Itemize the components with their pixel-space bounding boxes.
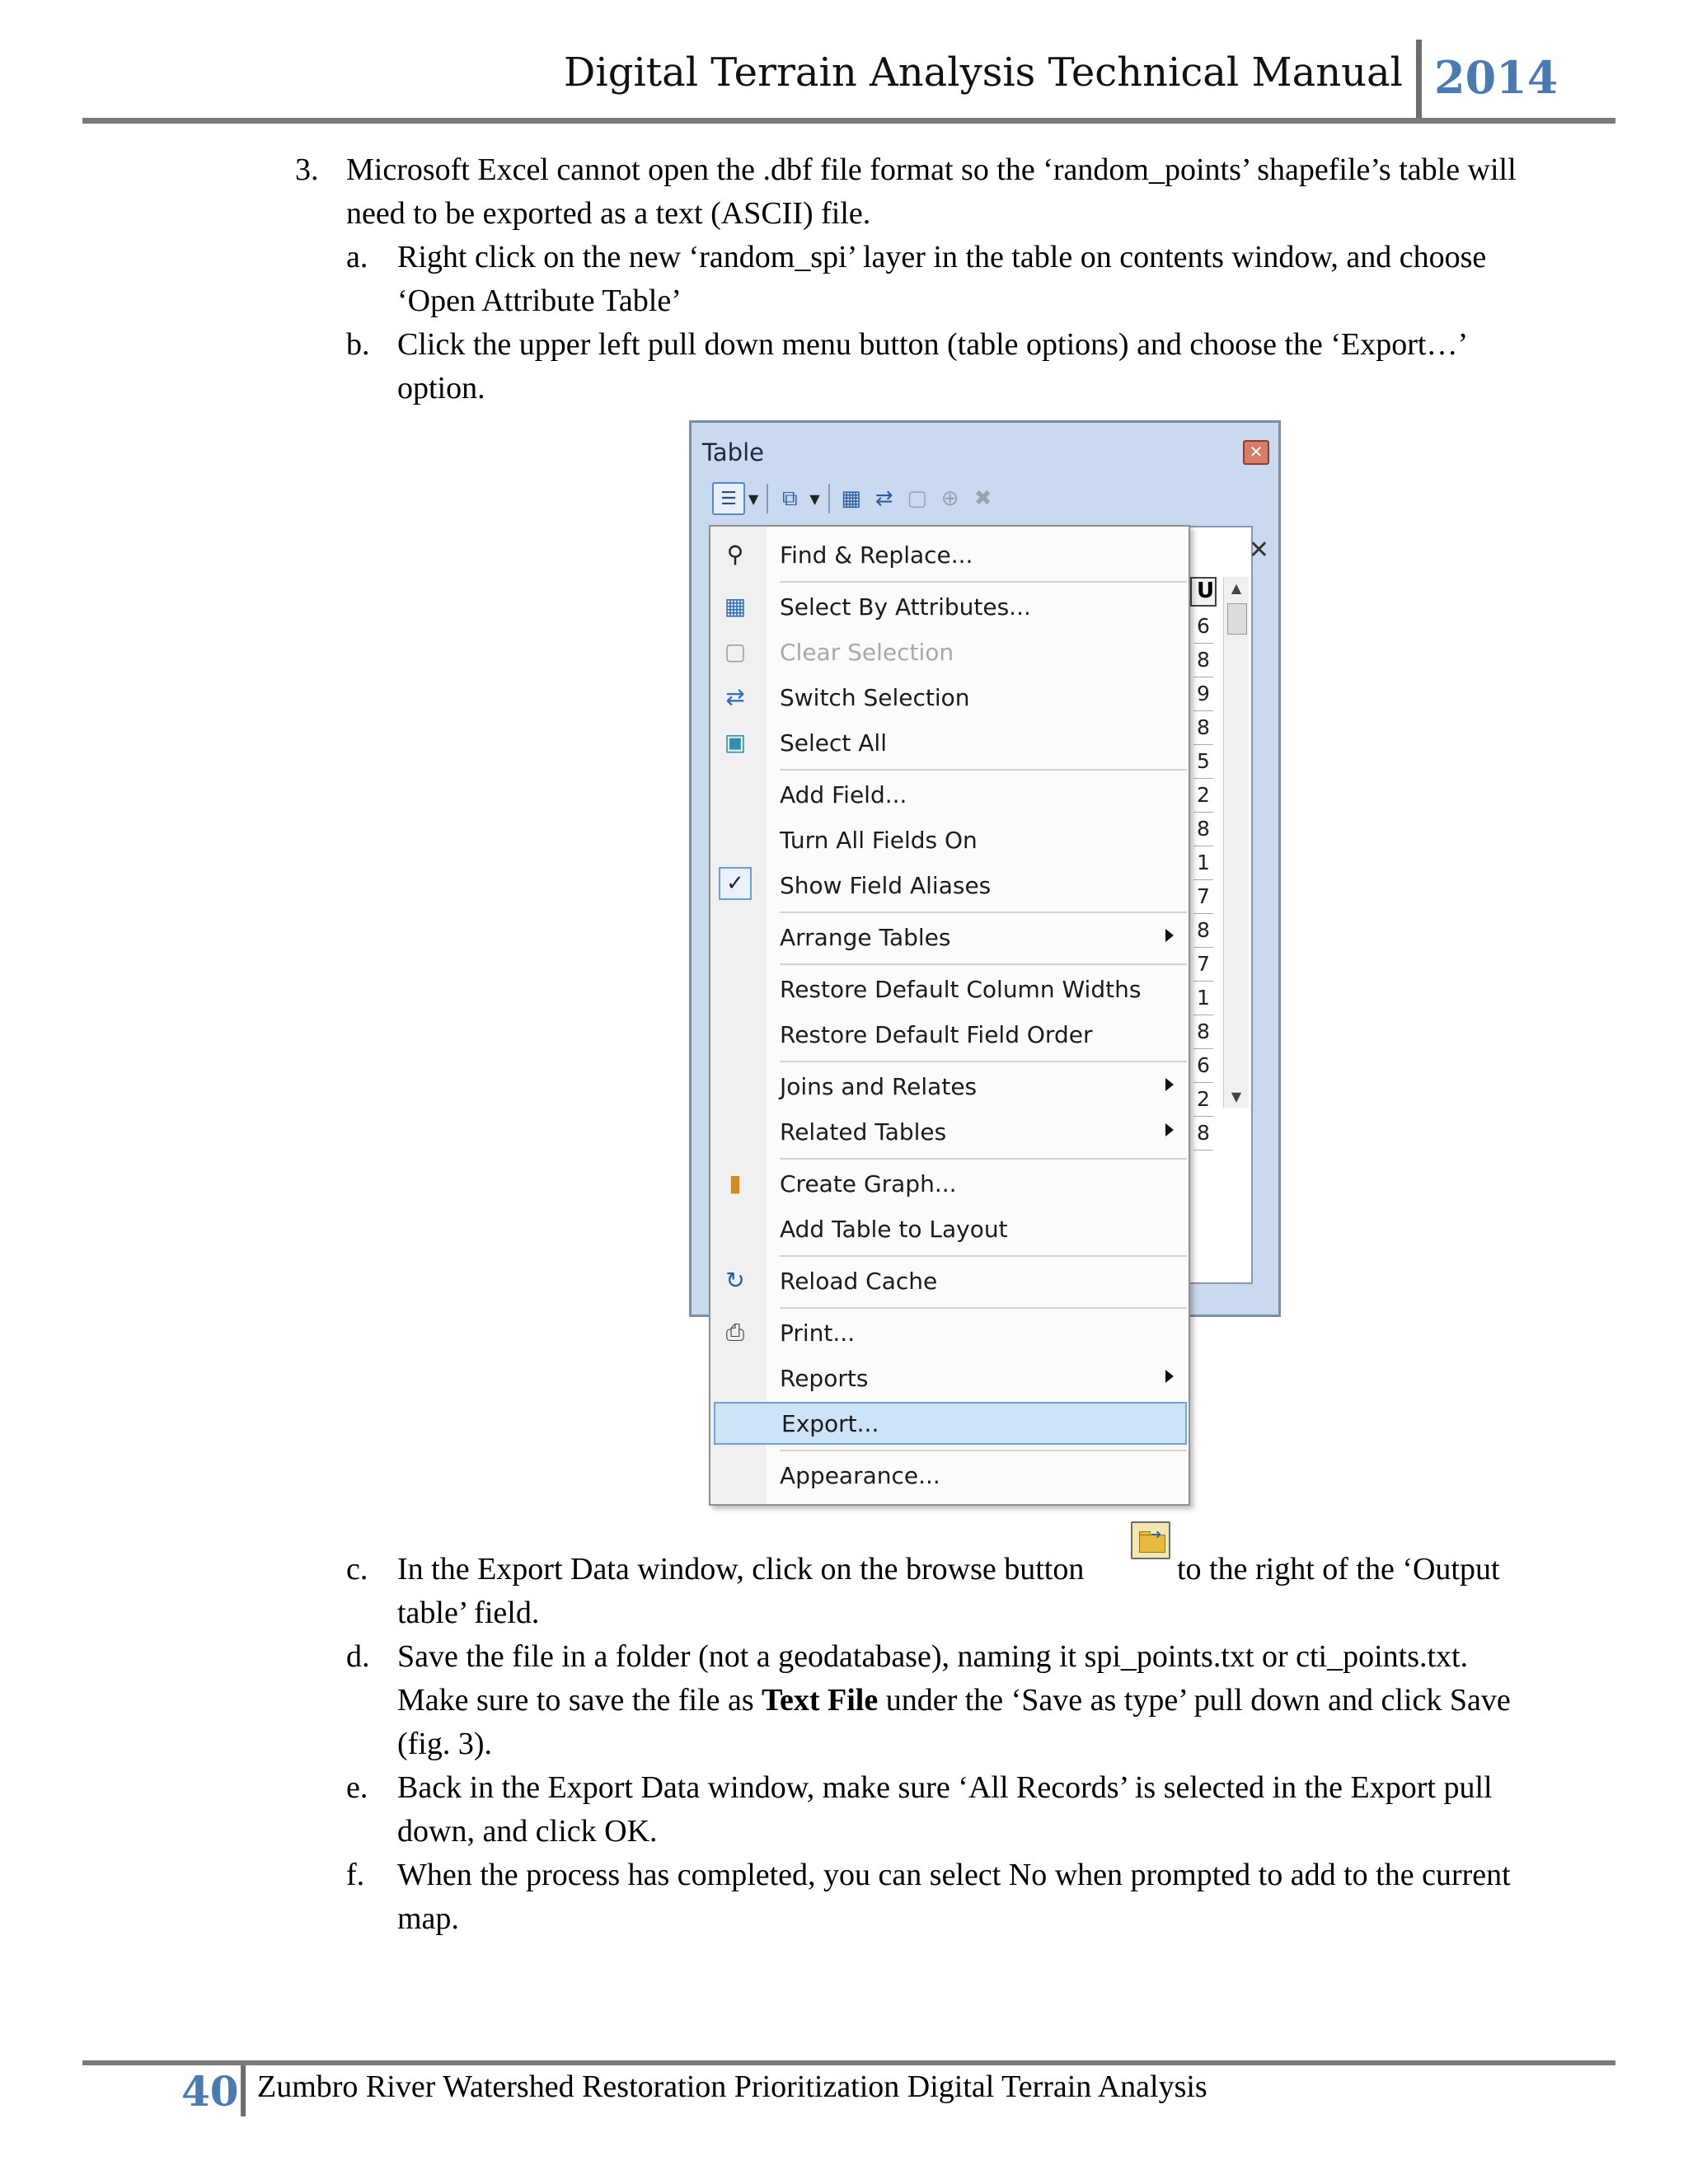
text-file-emphasis: Text File xyxy=(762,1683,879,1718)
table-cell[interactable]: 1 xyxy=(1193,982,1213,1015)
menu-separator xyxy=(780,1061,1187,1062)
scroll-up-icon[interactable]: ▲ xyxy=(1231,580,1242,596)
substep-f-line-1: When the process has completed, you can select No when prompted to add to the current xyxy=(397,1858,1511,1892)
step-3-line-1: Microsoft Excel cannot open the .dbf file format so the ‘random_points’ shapefile’s table will xyxy=(346,152,1517,187)
substep-f-line-2: map. xyxy=(397,1901,459,1936)
menu-item-show-field-aliases[interactable] xyxy=(710,864,1189,907)
column-header[interactable] xyxy=(1190,577,1217,607)
menu-item-turn-all-fields-on[interactable] xyxy=(710,818,1189,861)
printer-icon: ⎙ xyxy=(725,1319,745,1346)
table-toolbar xyxy=(712,480,1000,518)
menu-item-switch-selection[interactable] xyxy=(710,676,1189,719)
table-cell[interactable]: 6 xyxy=(1193,610,1213,644)
menu-item-label: Select By Attributes... xyxy=(780,593,1031,621)
dropdown-arrow-icon[interactable]: ▼ xyxy=(748,490,759,507)
menu-item-select-by-attributes[interactable] xyxy=(710,585,1189,628)
menu-item-add-table-to-layout[interactable] xyxy=(710,1207,1189,1250)
table-cell[interactable]: 8 xyxy=(1193,1117,1213,1151)
menu-item-label: Joins and Relates xyxy=(780,1073,978,1100)
menu-item-label: Select All xyxy=(780,729,887,757)
menu-item-related-tables[interactable] xyxy=(710,1110,1189,1153)
menu-item-label: Add Field... xyxy=(780,781,907,808)
menu-separator xyxy=(780,581,1187,583)
clear-selection-icon[interactable]: ▢ xyxy=(907,486,927,511)
zoom-to-selected-icon[interactable]: ⊕ xyxy=(940,486,959,511)
menu-item-label: Reload Cache xyxy=(780,1268,938,1295)
substep-letter-b: b. xyxy=(346,327,370,362)
dropdown-arrow-icon[interactable]: ▼ xyxy=(809,490,820,507)
menu-item-clear-selection[interactable] xyxy=(710,630,1189,673)
table-cell[interactable]: 8 xyxy=(1193,914,1213,948)
submenu-arrow-icon xyxy=(1165,929,1174,942)
substep-letter-a: a. xyxy=(346,240,368,274)
menu-item-create-graph[interactable] xyxy=(710,1162,1189,1205)
toolbar-separator xyxy=(828,484,830,513)
table-window-screenshot xyxy=(689,420,1284,1489)
menu-item-reports[interactable] xyxy=(710,1357,1189,1399)
clear-selection-icon: ▢ xyxy=(724,638,747,665)
table-options-menu xyxy=(709,525,1190,1506)
close-tab-icon[interactable]: ✕ xyxy=(1248,536,1269,565)
table-cell[interactable]: 8 xyxy=(1193,813,1213,846)
browse-folder-icon: ➜ xyxy=(1131,1521,1170,1559)
table-cell[interactable]: 5 xyxy=(1193,745,1213,779)
table-cell[interactable]: 8 xyxy=(1193,644,1213,677)
window-title: Table xyxy=(702,438,764,466)
footer-rule xyxy=(82,2060,1615,2065)
menu-item-label: Find & Replace... xyxy=(780,541,973,569)
table-cell[interactable]: 7 xyxy=(1193,948,1213,982)
column-header-label: U xyxy=(1197,579,1215,603)
substep-d-line-2a: Make sure to save the file as xyxy=(397,1683,762,1718)
table-cell[interactable]: 2 xyxy=(1193,1083,1213,1117)
delete-selected-icon[interactable]: ✖ xyxy=(973,486,992,511)
vertical-scrollbar[interactable] xyxy=(1223,577,1249,1108)
table-cell[interactable]: 8 xyxy=(1193,1015,1213,1049)
menu-item-arrange-tables[interactable] xyxy=(710,916,1189,958)
substep-d-line-1: Save the file in a folder (not a geodatabase), naming it spi_points.txt or cti_points.txt. xyxy=(397,1639,1469,1674)
substep-c-line-2: table’ field. xyxy=(397,1596,540,1630)
select-by-attributes-icon[interactable]: ▦ xyxy=(841,486,861,511)
running-header-year: 2014 xyxy=(1434,51,1559,104)
menu-item-restore-default-field-order[interactable] xyxy=(710,1013,1189,1056)
scroll-down-icon[interactable]: ▼ xyxy=(1231,1089,1242,1104)
menu-item-label: Restore Default Column Widths xyxy=(780,976,1142,1003)
footer-divider xyxy=(241,2065,246,2116)
running-header-title: Digital Terrain Analysis Technical Manual xyxy=(563,49,1403,96)
scroll-thumb[interactable] xyxy=(1227,603,1247,635)
substep-letter-d: d. xyxy=(346,1639,370,1674)
table-cell[interactable]: 2 xyxy=(1193,779,1213,813)
menu-separator xyxy=(780,912,1187,913)
menu-separator xyxy=(780,1307,1187,1309)
menu-item-select-all[interactable] xyxy=(710,721,1189,764)
menu-item-reload-cache[interactable] xyxy=(710,1259,1189,1302)
substep-d-line-3: (fig. 3). xyxy=(397,1727,493,1761)
menu-item-print[interactable] xyxy=(710,1311,1189,1354)
menu-item-label: Reports xyxy=(780,1365,869,1392)
switch-selection-icon: ⇄ xyxy=(725,683,745,710)
close-icon[interactable]: ✕ xyxy=(1243,440,1269,465)
header-rule xyxy=(82,118,1615,124)
table-cell[interactable]: 9 xyxy=(1193,677,1213,711)
table-cell[interactable]: 7 xyxy=(1193,880,1213,914)
select-all-icon: ▣ xyxy=(724,729,747,756)
menu-separator xyxy=(780,1450,1187,1451)
menu-item-find-replace[interactable] xyxy=(710,533,1189,576)
step-number: 3. xyxy=(295,152,319,187)
running-footer-text: Zumbro River Watershed Restoration Prioritization Digital Terrain Analysis xyxy=(257,2069,1207,2104)
reload-icon: ↻ xyxy=(725,1267,745,1294)
table-cell[interactable]: 8 xyxy=(1193,711,1213,745)
substep-e-line-2: down, and click OK. xyxy=(397,1814,658,1849)
menu-item-label: Appearance... xyxy=(780,1462,940,1489)
substep-b-line-1: Click the upper left pull down menu button (table options) and choose the ‘Export…’ xyxy=(397,327,1469,362)
substep-c-line-1b: to the right of the ‘Output xyxy=(1177,1552,1500,1586)
table-cell[interactable]: 6 xyxy=(1193,1049,1213,1083)
menu-separator xyxy=(780,769,1187,771)
substep-d-line-2b: under the ‘Save as type’ pull down and click Save xyxy=(878,1683,1511,1718)
related-tables-icon[interactable]: ⧉ xyxy=(782,485,798,511)
toolbar-separator xyxy=(767,484,768,513)
menu-item-label: Switch Selection xyxy=(780,684,970,711)
table-cell[interactable]: 1 xyxy=(1193,846,1213,880)
menu-item-label: Related Tables xyxy=(780,1118,947,1146)
table-options-icon[interactable]: ☰ xyxy=(712,482,745,515)
substep-d-line-2 xyxy=(397,1679,1511,1722)
menu-item-label: Clear Selection xyxy=(780,639,954,666)
substep-a-line-2: ‘Open Attribute Table’ xyxy=(397,284,682,318)
substep-letter-f: f. xyxy=(346,1858,365,1892)
menu-item-label: Turn All Fields On xyxy=(780,827,978,854)
substep-a-line-1: Right click on the new ‘random_spi’ layer in the table on contents window, and choose xyxy=(397,240,1487,274)
menu-item-label: Create Graph... xyxy=(780,1170,957,1197)
menu-separator xyxy=(780,1158,1187,1160)
substep-letter-e: e. xyxy=(346,1770,368,1805)
menu-item-restore-default-column-widths[interactable] xyxy=(710,968,1189,1010)
submenu-arrow-icon xyxy=(1165,1078,1174,1091)
checkmark-icon: ✓ xyxy=(719,867,752,900)
submenu-arrow-icon xyxy=(1165,1370,1174,1383)
table-column-values xyxy=(1193,610,1213,1151)
menu-item-label: Arrange Tables xyxy=(780,924,951,951)
graph-icon: ▮ xyxy=(729,1169,742,1197)
binoculars-icon: ⚲ xyxy=(726,541,744,568)
menu-item-label: Restore Default Field Order xyxy=(780,1021,1093,1048)
menu-separator xyxy=(780,1255,1187,1257)
menu-item-appearance[interactable] xyxy=(710,1454,1189,1497)
menu-item-joins-and-relates[interactable] xyxy=(710,1065,1189,1108)
select-by-attributes-icon: ▦ xyxy=(724,593,747,620)
substep-c-line-1a: In the Export Data window, click on the browse button xyxy=(397,1552,1085,1586)
switch-selection-icon[interactable]: ⇄ xyxy=(874,486,893,511)
submenu-arrow-icon xyxy=(1165,1123,1174,1137)
menu-item-label: Print... xyxy=(780,1319,856,1347)
menu-item-add-field[interactable] xyxy=(710,773,1189,816)
menu-item-label: Add Table to Layout xyxy=(780,1216,1008,1243)
menu-item-label: Show Field Aliases xyxy=(780,872,992,899)
substep-b-line-2: option. xyxy=(397,371,485,405)
substep-e-line-1: Back in the Export Data window, make sure ‘All Records’ is selected in the Export pull xyxy=(397,1770,1493,1805)
menu-item-export[interactable] xyxy=(714,1402,1187,1445)
substep-letter-c: c. xyxy=(346,1552,368,1586)
menu-item-label: Export... xyxy=(781,1410,879,1437)
page-number: 40 xyxy=(181,2067,239,2116)
menu-separator xyxy=(780,963,1187,965)
header-divider xyxy=(1416,40,1422,119)
step-3-line-2: need to be exported as a text (ASCII) file. xyxy=(346,196,871,231)
